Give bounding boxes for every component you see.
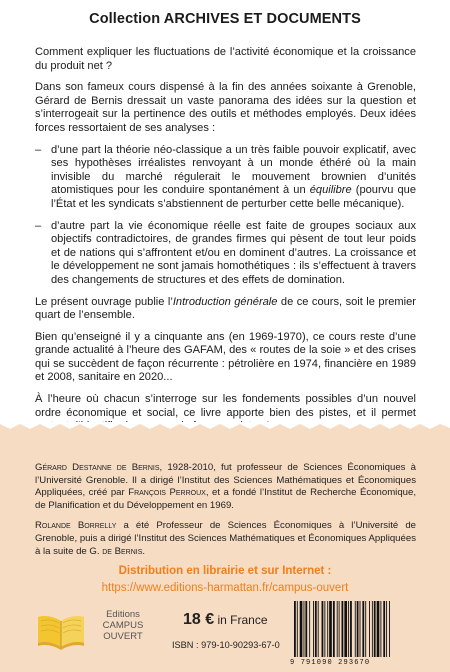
- barcode-bar: [337, 601, 338, 657]
- open-book-logo-icon: [34, 607, 88, 653]
- barcode-bar: [318, 601, 319, 657]
- barcode-bar: [383, 601, 385, 657]
- price: [183, 611, 268, 629]
- isbn: ISBN : 979-10-90293-67-0: [172, 640, 280, 650]
- back-cover-text: [35, 46, 416, 442]
- paragraph-publication: [35, 296, 416, 323]
- bio-text: .: [142, 545, 146, 557]
- barcode-bar: [294, 601, 296, 657]
- barcode-bar: [324, 601, 325, 657]
- barcode-bar: [344, 601, 347, 657]
- list-item-text: d’une part la théorie néo-classique a un très faible pouvoir explicatif, avec ses hypothèses irréalistes renvoyant à un monde éthéré où la main invisible du marché régulerait le mouvement brownien d’unités atomistiques pour les conduire spontanément à un: [51, 143, 416, 197]
- barcode-bar: [377, 601, 380, 657]
- barcode-bar: [309, 601, 310, 657]
- emphasis-equilibre: équilibre: [309, 184, 352, 197]
- distribution-heading: Distribution en librairie et sur Internet :: [118, 565, 332, 577]
- publisher-line: CAMPUS: [102, 620, 144, 631]
- barcode-bar: [313, 601, 314, 657]
- barcode-bar: [389, 601, 390, 657]
- list-item: [35, 144, 416, 212]
- barcode-bar: [374, 601, 376, 657]
- author-name: Gérard Destanne de Bernis: [35, 462, 160, 473]
- barcode-bar: [357, 601, 359, 657]
- barcode-bar: [369, 601, 370, 657]
- barcode-bar: [386, 601, 387, 657]
- publisher-link[interactable]: https://www.editions-harmattan.fr/campus-ouvert: [101, 582, 349, 594]
- bio-text: , et a fondé l’Institut de Recherche Économique, de Planification et du Développement en 1969.: [35, 487, 416, 511]
- price-value: 18 €: [183, 611, 215, 628]
- person-name: François Perroux: [128, 487, 206, 499]
- barcode-bar: [322, 601, 324, 657]
- author-name: Rolande Borrelly: [35, 520, 117, 532]
- barcode-bar: [300, 601, 303, 657]
- bio-text: , 1928-2010, fut professeur de Sciences Économiques à l’Université Grenoble. Il a dirigé l’Institut des Sciences Mathématiques et Économiques Appliquées, créé par: [35, 462, 416, 499]
- list-item: – d’autre part la vie économique réelle est faite de groupes sociaux aux objectifs contradictoires, de grandes firmes qui pèsent de tout leur poids et de nations qui s’affrontent et/ou en dominent d’autres. La croissance et le développement ne sont jamais homothétiques : ils s’effectuent à travers des changements de structures et des effets de domination.: [35, 220, 416, 288]
- publisher-line: Editions: [106, 609, 140, 620]
- zigzag-divider: [0, 422, 450, 436]
- paragraph-text: Le présent ouvrage publie l’: [35, 295, 173, 308]
- publisher-line: OUVERT: [103, 631, 143, 642]
- barcode-bar: [304, 601, 305, 657]
- collection-title: Collection ARCHIVES ET DOCUMENTS: [89, 11, 361, 27]
- paragraph-actuality: Bien qu’enseigné il y a cinquante ans (en 1969-1970), ce cours reste d’une grande actualité à l’heure des GAFAM, des « routes de la soie » et des crises qui se succèdent de façon récurrente : pétrolière en 1974, financière en 1989 et 2008, sanitaire en 2020...: [35, 330, 416, 384]
- barcode-bar: [350, 601, 352, 657]
- paragraph-text: de ce cours, soit le premier quart de l’ensemble.: [35, 295, 416, 322]
- price-suffix: in France: [214, 613, 268, 627]
- barcode-bar: [342, 601, 344, 657]
- barcode-bar: [362, 601, 364, 657]
- bio-borrelly: [35, 520, 416, 558]
- bio-text: a été Professeur de Sciences Économiques à l’Université de Grenoble, puis a dirigé l’Institut des Sciences Mathématiques et Économiques Appliquées à la suite de: [35, 520, 416, 557]
- barcode-bar: [329, 601, 332, 657]
- paragraph-intro: Dans son fameux cours dispensé à la fin des années soixante à Grenoble, Gérard de Bernis dressait un vaste panorama des idées sur la question et s’interrogeait sur la pertinence des outils et méthodes employés. Deux idées forces ressortaient de ses analyses :: [35, 81, 416, 134]
- barcode-bar: [339, 601, 340, 657]
- barcode: [292, 601, 422, 659]
- barcode-bar: [355, 601, 356, 657]
- authors-bio: [35, 462, 416, 566]
- barcode-bar: [360, 601, 361, 657]
- paragraph-conclusion: À l’heure où chacun s’interroge sur les fondements possibles d’un nouvel ordre économique et social, ce livre apporte bien des pistes, et il permet: [35, 393, 416, 419]
- paragraph-question: Comment expliquer les fluctuations de l’activité économique et la croissance du produit net ?: [35, 46, 416, 72]
- ideas-list: [35, 144, 416, 288]
- person-name: G. de Bernis: [89, 545, 143, 557]
- barcode-bar: [327, 601, 328, 657]
- barcode-bar: [372, 601, 373, 657]
- barcode-bar: [333, 601, 335, 657]
- publisher-name: [88, 609, 158, 642]
- emphasis-introduction: Introduction générale: [172, 295, 278, 308]
- barcode-number: 9 791090 293670: [290, 659, 371, 667]
- barcode-bar: [348, 601, 349, 657]
- bio-de-bernis: [35, 462, 416, 512]
- list-item-text: (pourvu que l’État et les syndicats s’abstiennent de perturber cette belle mécanique).: [51, 184, 416, 210]
- barcode-bar: [380, 601, 381, 657]
- barcode-bar: [365, 601, 366, 657]
- barcode-bar: [297, 601, 298, 657]
- barcode-bar: [305, 601, 307, 657]
- barcode-bar: [315, 601, 317, 657]
